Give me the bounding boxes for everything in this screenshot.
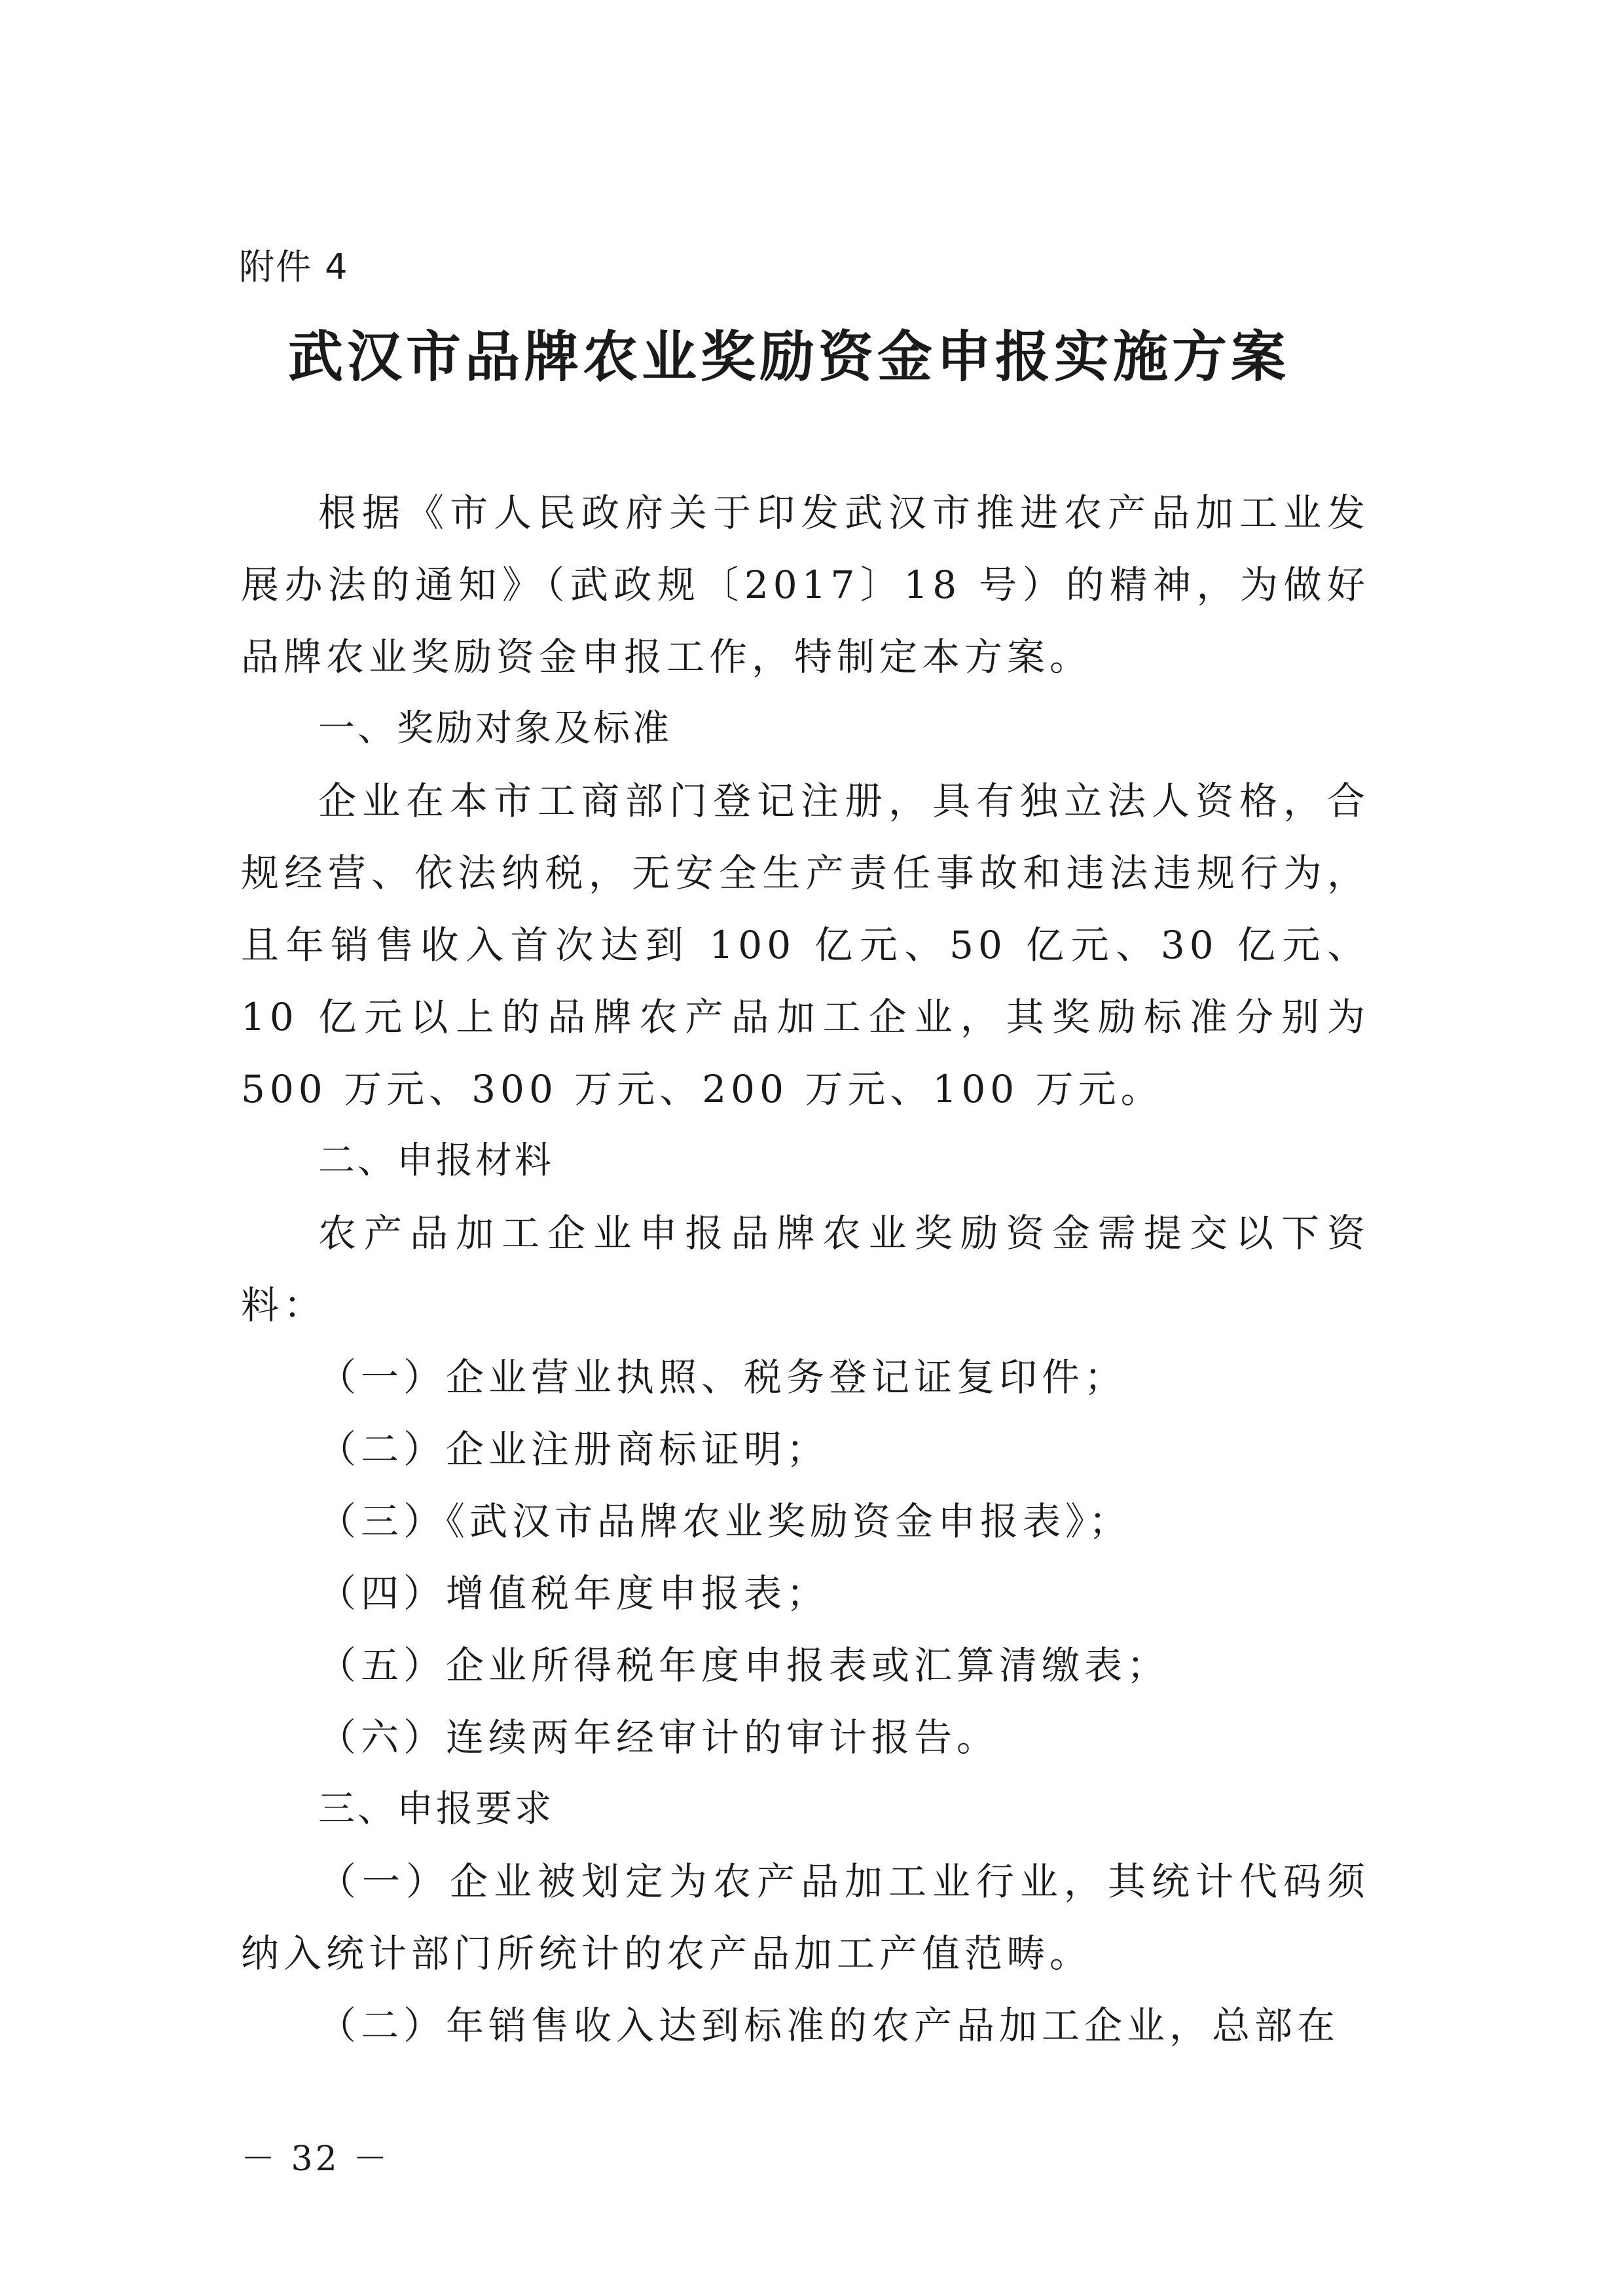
list-item: （一）企业营业执照、税务登记证复印件； [318,1355,1127,1399]
section-3-item-2: （二）年销售收入达到标准的农产品加工企业，总部在 [318,2003,1340,2048]
list-item: （六）连续两年经审计的审计报告。 [318,1715,1000,1760]
document-title: 武汉市品牌农业奖励资金申报实施方案 [288,325,1290,389]
section-1-heading: 一、奖励对象及标准 [318,707,672,750]
section-3-item-1: （一）企业被划定为农产品加工业行业，其统计代码须纳入统计部门所统计的农产品加工产值范畴。 [241,1859,1370,1976]
attachment-label: 附件 4 [239,246,349,287]
section-2-heading: 二、申报材料 [318,1139,554,1182]
list-item: （四）增值税年度申报表； [318,1571,830,1616]
section-2-paragraph: 农产品加工企业申报品牌农业奖励资金需提交以下资料： [241,1211,1370,1327]
list-item: （五）企业所得税年度申报表或汇算清缴表； [318,1643,1170,1688]
section-3-heading: 三、申报要求 [318,1788,554,1830]
section-1-paragraph: 企业在本市工商部门登记注册，具有独立法人资格，合规经营、依法纳税，无安全生产责任事故和违法违规行为，且年销售收入首次达到 100 亿元、50 亿元、30 亿元、10 亿元以上的品牌农产品加工企业，其奖励标准分别为 500 万元、300 万元、200 万元、100 万元。 [241,779,1370,1111]
document-body [241,477,1370,2062]
list-item: （二）企业注册商标证明； [318,1427,830,1472]
list-item: （三）《武汉市品牌农业奖励资金申报表》； [318,1499,1132,1544]
page-number: － 32 － [241,2139,390,2179]
intro-paragraph: 根据《市人民政府关于印发武汉市推进农产品加工业发展办法的通知》（武政规〔2017〕18 号）的精神，为做好品牌农业奖励资金申报工作，特制定本方案。 [241,491,1370,679]
materials-list [241,1341,1370,1773]
